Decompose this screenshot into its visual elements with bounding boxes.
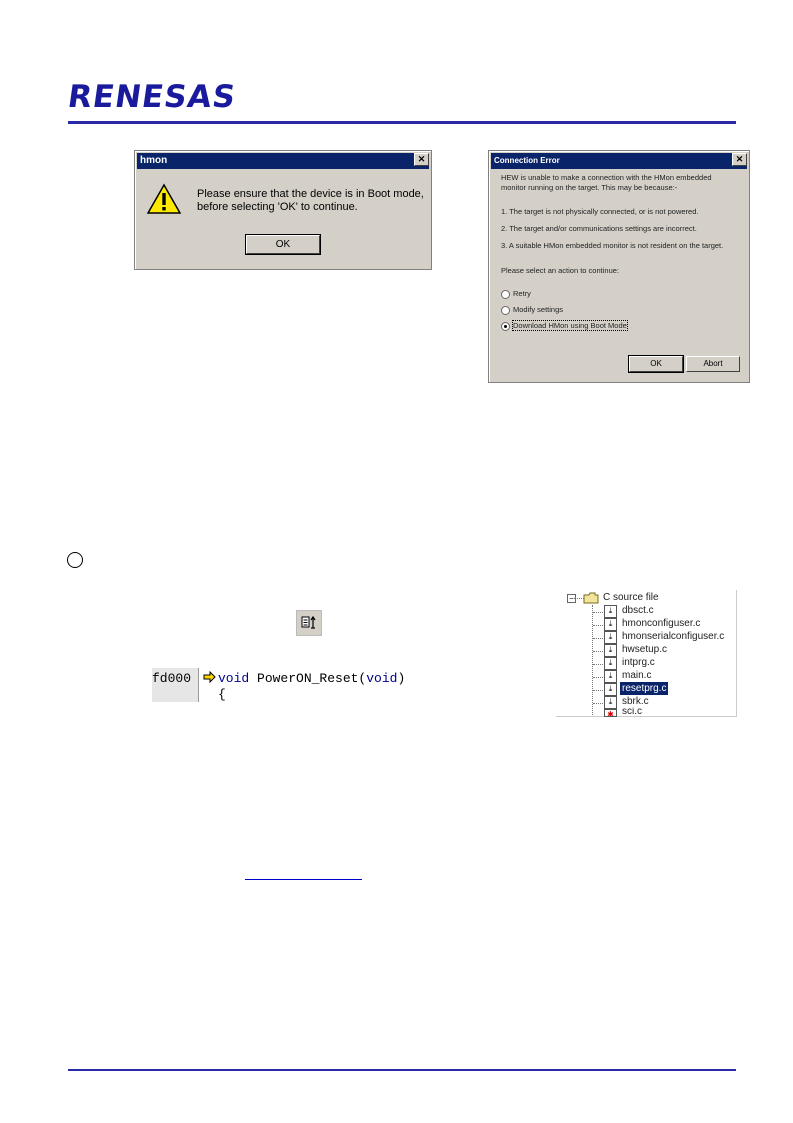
program-counter-arrow-icon <box>203 671 217 683</box>
hmon-message: Please ensure that the device is in Boot mode, before selecting 'OK' to continue. <box>197 188 424 213</box>
retry-radio[interactable] <box>501 290 510 299</box>
tree-connector <box>593 638 603 639</box>
error-file-icon: ✱ <box>604 709 617 717</box>
connection-error-title: Connection Error <box>491 153 747 169</box>
tree-file[interactable]: hmonserialconfiguser.c <box>622 631 725 642</box>
hmon-dialog <box>134 150 432 270</box>
retry-label: Retry <box>513 289 531 298</box>
folder-icon <box>583 592 599 604</box>
download-file-icon: ⤓ <box>604 657 617 670</box>
hyperlink-underline[interactable] <box>245 879 362 880</box>
tree-connector <box>593 625 603 626</box>
ok-button[interactable]: OK <box>629 356 683 372</box>
tree-connector <box>593 651 603 652</box>
tree-connector <box>593 664 603 665</box>
modify-settings-label: Modify settings <box>513 305 564 314</box>
reason-1: 1. The target is not physically connected, or is not powered. <box>501 207 699 216</box>
tree-file[interactable]: sbrk.c <box>622 696 649 707</box>
tree-file[interactable]: sci.c <box>622 707 642 716</box>
renesas-logo: RENESAS <box>65 79 239 115</box>
folder-label[interactable]: C source file <box>603 592 659 603</box>
hmon-dialog-title: hmon <box>137 153 429 169</box>
download-file-icon: ⤓ <box>604 696 617 709</box>
code-line-1: void PowerON_Reset(void) <box>218 671 406 686</box>
tree-connector <box>593 612 603 613</box>
step-circle <box>67 552 83 568</box>
download-file-icon: ⤓ <box>604 631 617 644</box>
warning-icon <box>147 183 181 215</box>
ok-button[interactable]: OK <box>246 235 320 254</box>
reset-go-icon <box>297 611 321 635</box>
collapse-icon[interactable]: − <box>567 594 576 603</box>
tree-connector <box>593 677 603 678</box>
reset-go-button[interactable] <box>296 610 322 636</box>
code-line-2: { <box>218 687 226 702</box>
abort-button[interactable]: Abort <box>686 356 740 372</box>
close-icon[interactable]: ✕ <box>414 153 429 166</box>
download-hmon-label: Download HMon using Boot Mode <box>513 321 627 330</box>
tree-file[interactable]: hmonconfiguser.c <box>622 618 701 629</box>
download-file-icon: ⤓ <box>604 644 617 657</box>
download-hmon-radio[interactable] <box>501 322 510 331</box>
project-tree <box>556 590 737 717</box>
tree-file[interactable]: intprg.c <box>622 657 655 668</box>
code-address: fd000 <box>152 671 192 686</box>
error-intro: HEW is unable to make a connection with the HMon embedded monitor running on the target. This may be because:- <box>501 173 712 192</box>
close-icon[interactable]: ✕ <box>732 153 747 166</box>
footer-rule <box>68 1069 736 1071</box>
gutter-divider <box>198 668 199 702</box>
header-rule <box>68 121 736 124</box>
tree-vline <box>592 605 593 715</box>
connection-error-dialog <box>488 150 750 383</box>
tree-file[interactable]: hwsetup.c <box>622 644 668 655</box>
tree-connector <box>593 690 603 691</box>
tree-file-selected[interactable]: resetprg.c <box>622 683 667 694</box>
reason-2: 2. The target and/or communications settings are incorrect. <box>501 224 697 233</box>
reason-3: 3. A suitable HMon embedded monitor is not resident on the target. <box>501 241 724 250</box>
action-prompt: Please select an action to continue: <box>501 266 619 275</box>
tree-file[interactable]: main.c <box>622 670 652 681</box>
modify-settings-radio[interactable] <box>501 306 510 315</box>
tree-file[interactable]: dbsct.c <box>622 605 654 616</box>
tree-connector <box>593 703 603 704</box>
download-file-icon: ⤓ <box>604 683 617 696</box>
download-file-icon: ⤓ <box>604 670 617 683</box>
download-file-icon: ⤓ <box>604 618 617 631</box>
download-file-icon: ⤓ <box>604 605 617 618</box>
